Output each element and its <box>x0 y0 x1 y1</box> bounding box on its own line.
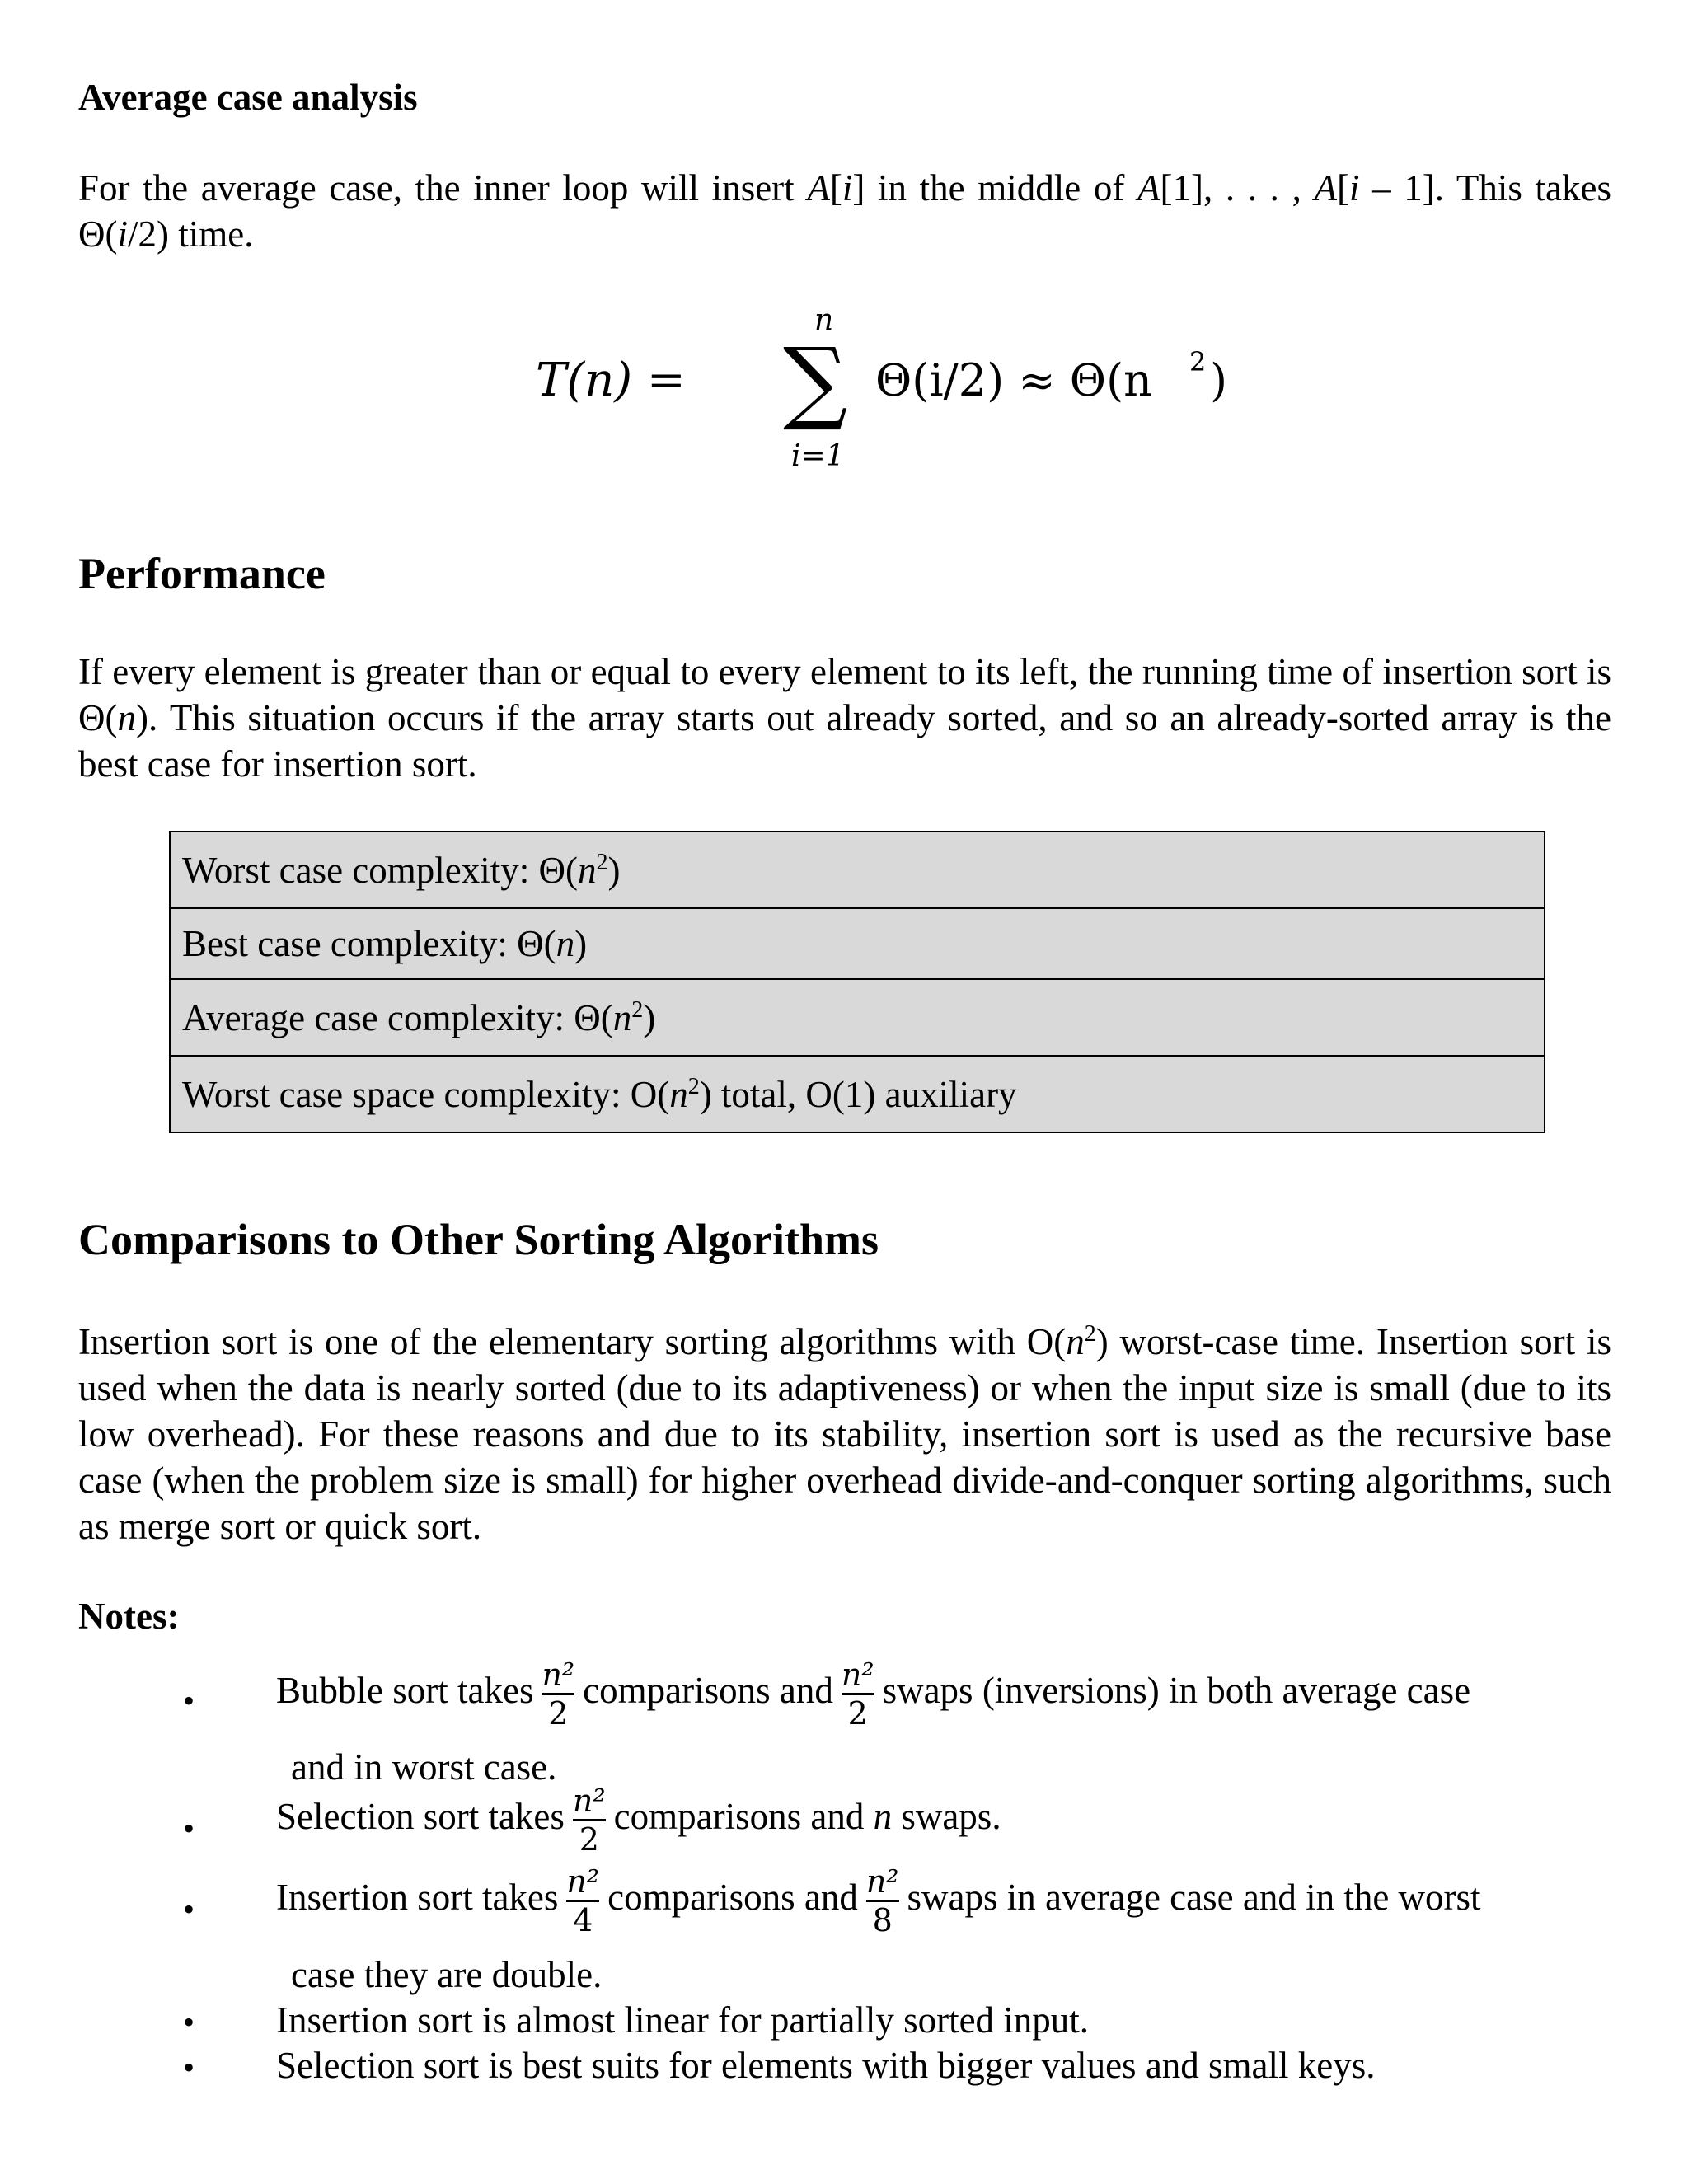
bullet-icon: • <box>183 1810 195 1847</box>
complexity-row <box>170 979 1545 1056</box>
complexity-row <box>170 908 1545 979</box>
fraction: $\frac{\text{n²}}{2}$ <box>542 1657 575 1732</box>
equation-close-paren: ) <box>1210 354 1228 406</box>
average-case-paragraph: For the average case, the inner loop will insert A[i] in the middle of A[1], . . . , A[i – 1]. This takes Θ(i/2) time. <box>78 167 1611 255</box>
equation-term: Θ(i/2) ≈ Θ(n <box>875 354 1152 406</box>
note-bubble-sort-cont: and in worst case. <box>291 1746 557 1788</box>
bullet-icon: • <box>183 1891 195 1928</box>
complexity-table <box>169 831 1545 1133</box>
equation-lhs: T(n) = <box>536 354 686 407</box>
comparisons-paragraph: Insertion sort is one of the elementary sorting algorithms with $O(n^2)$ worst-case time. Insertion sort is used when the data is nearly sorted (due to its adaptiveness) or when the input size is small (due to its low overhead). For these reasons and due to its stability, insertion sort is used as the recursive base case (when the problem size is small) for higher overhead divide-and-conquer sorting algorithms, such as merge sort or quick sort. <box>78 1321 1612 1547</box>
fraction: $\frac{\text{n²}}{2}$ <box>572 1783 606 1858</box>
sum-upper-limit: n <box>814 303 834 337</box>
note-partially-sorted: Insertion sort is almost linear for partially sorted input. <box>276 1999 1090 2041</box>
note-insertion-sort-cont: case they are double. <box>291 1954 603 1995</box>
note-bubble-sort: Bubble sort takes $\frac{\text{n²}}{2}$ comparisons and $\frac{\text{n²}}{2}$ swaps (inversions) in both average case <box>276 1657 1471 1732</box>
worst-case-complexity: Worst case complexity: $\Theta(n^2)$ <box>170 832 1545 908</box>
fraction: $\frac{\text{n²}}{4}$ <box>566 1863 600 1938</box>
summation-symbol: ∑ <box>783 328 848 434</box>
bullet-icon: • <box>183 2049 195 2086</box>
fraction: $\frac{\text{n²}}{2}$ <box>841 1657 874 1732</box>
bullet-icon: • <box>183 2004 195 2041</box>
performance-paragraph: If every element is greater than or equal to every element to its left, the running time of insertion sort is Θ(n). This situation occurs if the array starts out already sorted, and so an already-sorted array is the best case for insertion sort. <box>78 651 1611 785</box>
space-complexity: Worst case space complexity: $O(n^2)$ total, O(1) auxiliary <box>170 1056 1545 1132</box>
sum-lower-limit: i=1 <box>791 439 845 473</box>
performance-heading: Performance <box>78 549 326 598</box>
average-case-complexity: Average case complexity: $\Theta(n^2)$ <box>170 979 1545 1056</box>
comparisons-heading: Comparisons to Other Sorting Algorithms <box>78 1215 879 1264</box>
average-case-heading: Average case analysis <box>78 77 418 118</box>
note-selection-sort: Selection sort takes $\frac{\text{n²}}{2}$ comparisons and n swaps. <box>276 1783 1001 1858</box>
equation-exponent: 2 <box>1189 346 1207 377</box>
fraction: $\frac{\text{n²}}{8}$ <box>865 1863 899 1938</box>
bullet-icon: • <box>183 1682 195 1719</box>
best-case-complexity: Best case complexity: Θ(n) <box>170 908 1545 979</box>
complexity-row <box>170 832 1545 908</box>
average-case-equation <box>536 288 1278 486</box>
note-insertion-sort: Insertion sort takes $\frac{\text{n²}}{4}$ comparisons and $\frac{\text{n²}}{8}$ swaps in average case and in the worst <box>276 1863 1481 1938</box>
note-selection-keys: Selection sort is best suits for elements with bigger values and small keys. <box>276 2045 1376 2086</box>
complexity-row <box>170 1056 1545 1132</box>
notes-heading: Notes: <box>78 1596 180 1637</box>
